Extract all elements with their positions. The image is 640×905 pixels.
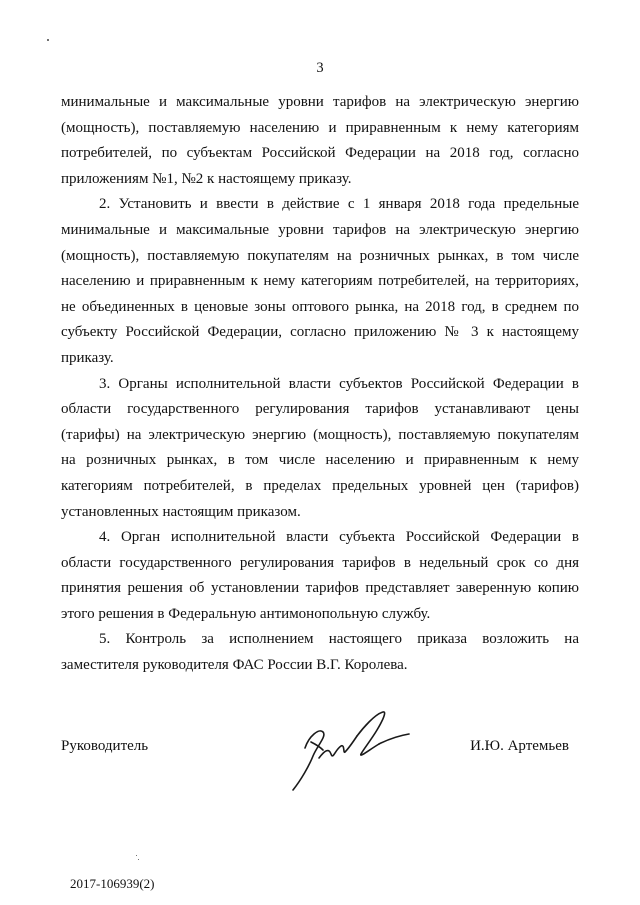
text-line: этого решения в Федеральную антимонопольную службу.: [61, 605, 431, 622]
paragraph-1: [61, 90, 579, 192]
text-line: 4. Орган исполнительной власти субъекта Российской Федерации в: [99, 529, 579, 546]
text-line: (мощность), поставляемую покупателям на розничных рынках, в том числе: [61, 247, 579, 264]
text-line: не объединенных в ценовые зоны оптового рынка, на 2018 год, в среднем по: [61, 298, 579, 315]
text-line: установленных настоящим приказом.: [61, 503, 301, 520]
paragraph-5: [61, 627, 579, 678]
text-line: принятия решения об установлении тарифов представляет заверенную копию: [61, 580, 579, 597]
text-line: минимальные и максимальные уровни тарифов на электрическую энергию: [61, 221, 579, 238]
text-line: (мощность), поставляемую населению и приравненным к нему категориям: [61, 119, 579, 136]
text-line: области государственного регулирования тарифов в недельный срок со дня: [61, 554, 579, 571]
paragraph-2: [61, 192, 579, 371]
text-line: области государственного регулирования тарифов устанавливают цены: [61, 401, 579, 418]
text-line: субъекту Российской Федерации, согласно приложению № 3 к настоящему: [61, 324, 579, 341]
signatory-title: Руководитель: [61, 738, 149, 754]
text-line: заместителя руководителя ФАС России В.Г. Королева.: [61, 657, 408, 674]
scan-speck: [138, 859, 139, 860]
text-line: 2. Установить и ввести в действие с 1 января 2018 года предельные: [99, 196, 579, 213]
signatory-name: И.Ю. Артемьев: [470, 738, 569, 754]
text-line: (тарифы) на электрическую энергию (мощность), поставляемую покупателям: [61, 426, 579, 443]
paragraph-3: [61, 372, 579, 526]
text-line: приложениям №1, №2 к настоящему приказу.: [61, 170, 352, 187]
text-line: на розничных рынках, в том числе населению и приравненным к нему: [61, 452, 579, 469]
document-body: [61, 90, 579, 679]
paragraph-4: [61, 525, 579, 627]
document-id: 2017-106939(2): [70, 876, 155, 891]
text-line: приказу.: [61, 349, 114, 366]
text-line: 5. Контроль за исполнением настоящего приказа возложить на: [99, 631, 579, 648]
text-line: 3. Органы исполнительной власти субъектов Российской Федерации в: [99, 375, 579, 392]
text-line: потребителей, по субъектам Российской Федерации на 2018 год, согласно: [61, 145, 579, 162]
scan-speck: [136, 855, 137, 856]
scan-speck: [47, 39, 49, 41]
text-line: населению и приравненным к нему категориям потребителей, на территориях,: [61, 273, 579, 290]
text-line: категориям потребителей, в пределах предельных уровней цен (тарифов): [61, 477, 579, 494]
handwritten-signature: [283, 706, 423, 796]
page-number: 3: [316, 60, 324, 76]
text-line: минимальные и максимальные уровни тарифов на электрическую энергию: [61, 94, 579, 110]
